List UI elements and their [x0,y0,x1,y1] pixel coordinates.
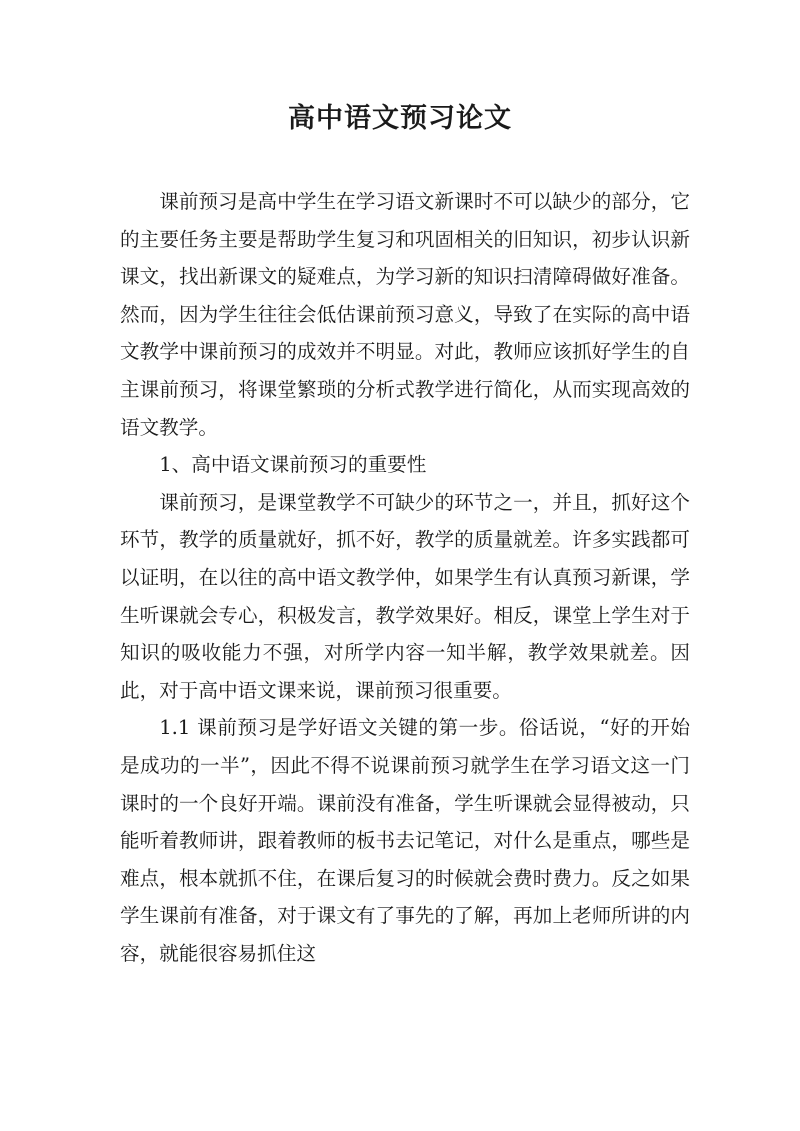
intro-paragraph: 课前预习是高中学生在学习语文新课时不可以缺少的部分，它的主要任务主要是帮助学生复习和巩固相关的旧知识，初步认识新课文，找出新课文的疑难点，为学习新的知识扫清障碍做好准备。然而，因为学生往往会低估课前预习意义，导致了在实际的高中语文教学中课前预习的成效并不明显。对此，教师应该抓好学生的自主课前预习，将课堂繁琐的分析式教学进行简化，从而实现高效的语文教学。 [120,190,690,439]
subsection-paragraph: 1.1 课前预习是学好语文关键的第一步。俗话说，“好的开始是成功的一半”，因此不得不说课前预习就学生在学习语文这一门课时的一个良好开端。课前没有准备，学生听课就会显得被动，只能听着教师讲，跟着教师的板书去记笔记，对什么是重点，哪些是难点，根本就抓不住，在课后复习的时候就会费时费力。反之如果学生课前有准备，对于课文有了事先的了解，再加上老师所讲的内容，就能很容易抓住这 [120,716,690,965]
importance-paragraph: 课前预习，是课堂教学不可缺少的环节之一，并且，抓好这个环节，教学的质量就好，抓不好，教学的质量就差。许多实践都可以证明，在以往的高中语文教学仲，如果学生有认真预习新课，学生听课就会专心，积极发言，教学效果好。相反，课堂上学生对于知识的吸收能力不强，对所学内容一知半解，教学效果就差。因此，对于高中语文课来说，课前预习很重要。 [120,490,690,702]
section-heading: 1、高中语文课前预习的重要性 [159,453,427,477]
document-title: 高中语文预习论文 [288,103,512,134]
document-body [120,183,690,972]
